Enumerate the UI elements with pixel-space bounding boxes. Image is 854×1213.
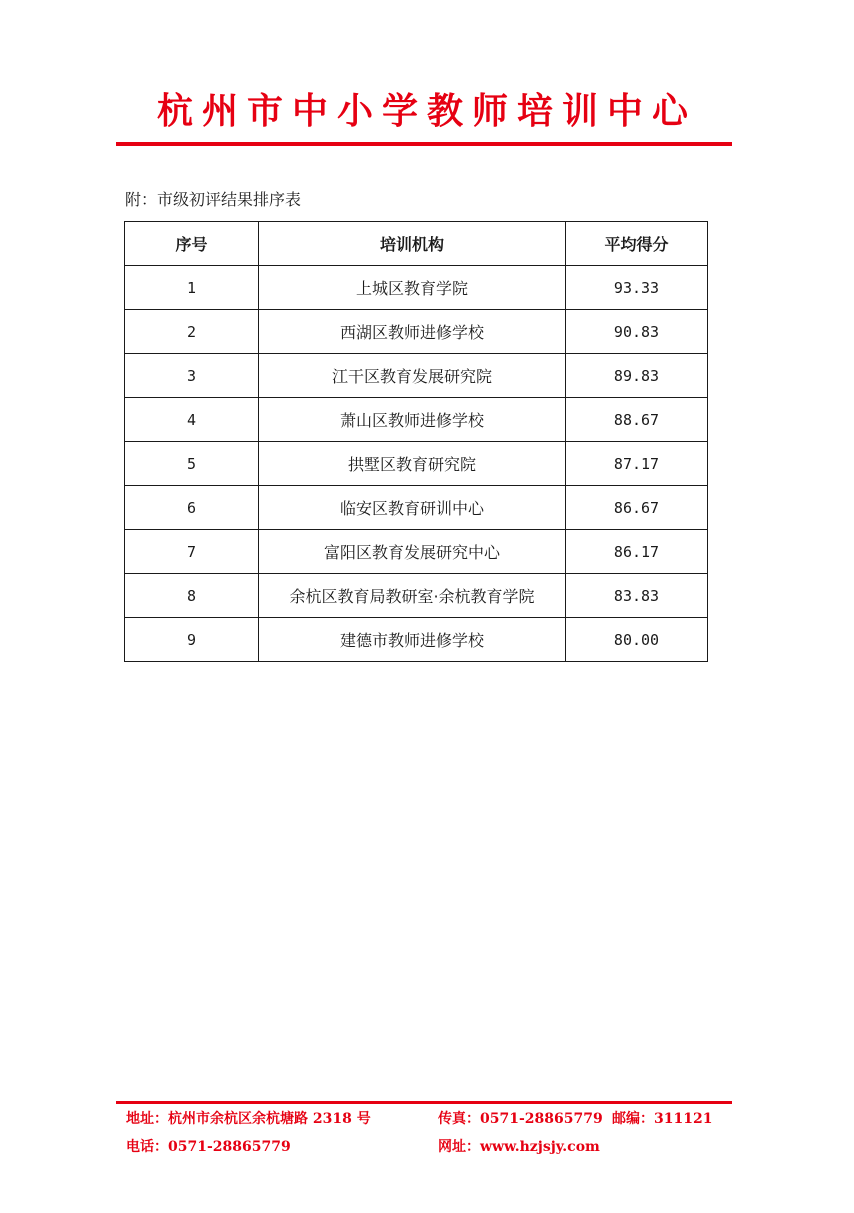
row-institution: 临安区教育研训中心 [259,486,566,530]
row-index: 2 [125,310,259,354]
row-index: 8 [125,574,259,618]
page-title: 杭州市中小学教师培训中心 [156,90,697,132]
table-row [125,618,708,662]
row-score: 83.83 [566,574,708,618]
row-institution: 江干区教育发展研究院 [259,354,566,398]
footer-phone: 电话：0571-28865779 [126,1139,291,1155]
footer-divider [116,1101,732,1104]
table-row [125,398,708,442]
row-score: 86.67 [566,486,708,530]
row-index: 3 [125,354,259,398]
row-score: 87.17 [566,442,708,486]
row-institution: 上城区教育学院 [259,266,566,310]
table-row [125,486,708,530]
footer-address: 地址：杭州市余杭区余杭塘路 2318 号 [126,1111,371,1127]
footer-fax: 传真：0571-28865779 [438,1111,603,1127]
column-header-average-score: 平均得分 [566,222,708,266]
row-score: 80.00 [566,618,708,662]
title-divider [116,142,732,146]
row-score: 93.33 [566,266,708,310]
footer-postcode: 邮编：311121 [612,1111,713,1127]
column-header-institution: 培训机构 [259,222,566,266]
row-index: 7 [125,530,259,574]
row-index: 1 [125,266,259,310]
row-institution: 拱墅区教育研究院 [259,442,566,486]
ranking-table [124,221,708,662]
table-row [125,442,708,486]
table-row [125,574,708,618]
row-score: 88.67 [566,398,708,442]
footer-website: 网址：www.hzjsjy.com [438,1139,600,1155]
row-institution: 富阳区教育发展研究中心 [259,530,566,574]
row-index: 6 [125,486,259,530]
table-row [125,530,708,574]
row-score: 90.83 [566,310,708,354]
column-header-index: 序号 [125,222,259,266]
row-institution: 余杭区教育局教研室·余杭教育学院 [259,574,566,618]
table-row [125,354,708,398]
row-score: 89.83 [566,354,708,398]
row-index: 9 [125,618,259,662]
table-header-row [125,222,708,266]
row-index: 4 [125,398,259,442]
table-row [125,310,708,354]
table-caption: 附：市级初评结果排序表 [125,190,302,209]
row-institution: 萧山区教师进修学校 [259,398,566,442]
row-score: 86.17 [566,530,708,574]
row-index: 5 [125,442,259,486]
row-institution: 建德市教师进修学校 [259,618,566,662]
table-row [125,266,708,310]
row-institution: 西湖区教师进修学校 [259,310,566,354]
